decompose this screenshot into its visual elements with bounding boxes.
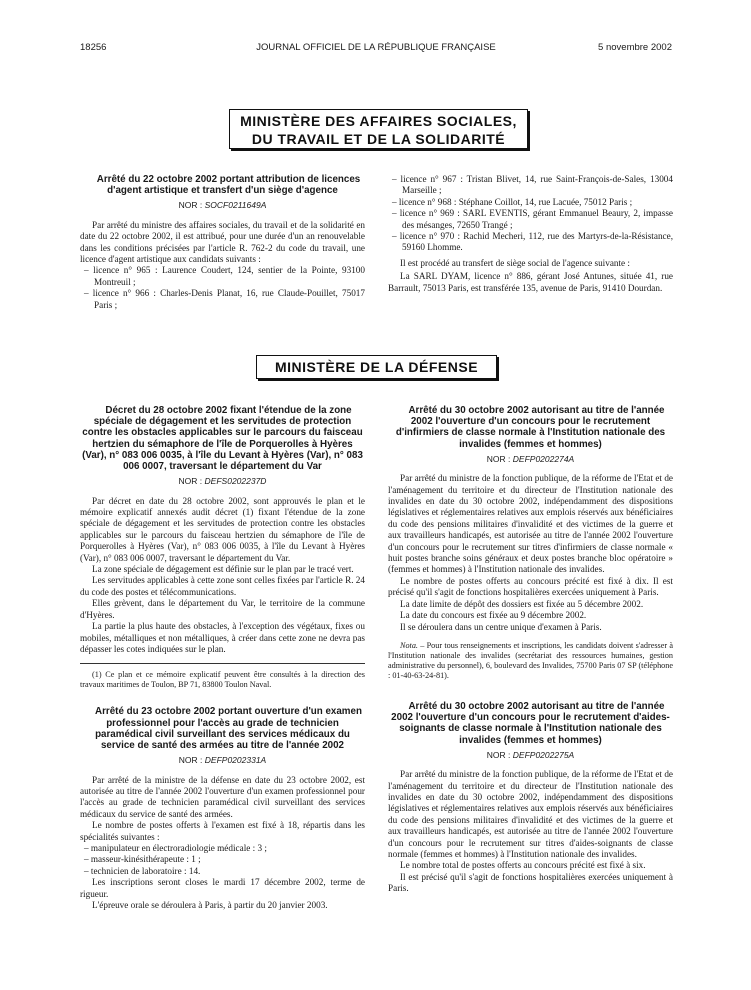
paragraph: La date du concours est fixée au 9 décembre 2002. [400, 610, 587, 621]
article-title: Arrêté du 30 octobre 2002 autorisant au titre de l'année 2002 l'ouverture d'un concours pour le recrutement d'infirmiers de classe normale à l'Institution nationale des invalides (femmes et hommes) [395, 405, 666, 450]
paragraph: Le nombre total de postes offerts au concours précité est fixé à six. [400, 860, 646, 871]
nor-reference: NOR : SOCF0211649A [178, 200, 267, 211]
paragraph: La date limite de dépôt des dossiers est fixée au 5 décembre 2002. [400, 598, 644, 609]
list-item: – licence n° 966 : Charles-Denis Planat, 16, rue Claude-Pouillet, 75017 Paris ; [84, 288, 365, 310]
paragraph: Par arrêté de la ministre de la défense en date du 23 octobre 2002, est autorisée au titre de l'année 2002 l'ouverture d'un examen professionnel pour l'accès au grade de technicien paramédical civil surveillant des services médicaux du service de santé des armées. [80, 774, 365, 819]
list-item: – licence n° 967 : Tristan Blivet, 14, rue Saint-François-de-Sales, 13004 Marseille ; [392, 174, 673, 196]
paragraph: Il est précisé qu'il s'agit de fonctions hospitalières exercées uniquement à Paris. [388, 871, 673, 894]
paragraph: La zone spéciale de dégagement est définie sur le plan par le tracé vert. [92, 564, 354, 575]
list-item: – licence n° 968 : Stéphane Coillot, 14, rue Lacuée, 75012 Paris ; [392, 196, 633, 207]
list-item: – licence n° 970 : Rachid Mecheri, 112, rue des Martyrs-de-la-Résistance, 59160 Lhomme. [392, 231, 673, 253]
list-item: – technicien de laboratoire : 14. [84, 865, 201, 876]
nota: Nota. – Pour tous renseignements et inscriptions, les candidats doivent s'adresser à l'Institution nationale des invalides (secrétariat des ressources humaines, gestion administrative du personnel), 6, boulevard des Invalides, 75700 Paris 07 SP (téléphone : 01-40-63-24-81). [388, 640, 673, 680]
article-title: Décret du 28 octobre 2002 fixant l'étendue de la zone spéciale de dégagement et les servitudes de protection contre les obstacles applicables sur le parcours du faisceau hertzien du sémaphore de l'île de Porquerolles à Hyères (Var), n° 083 006 0035, à l'île du Levant à Hyères (Var), n° 083 006 0007, traversant le département du Var [82, 405, 363, 473]
paragraph: Par arrêté du ministre des affaires sociales, du travail et de la solidarité en date du 22 octobre 2002, il est attribué, pour une durée d'un an renouvelable dans les conditions précisées par l'article R. 762-2 du code du travail, une licence d'agent artistique aux candidats suivants : [80, 219, 365, 265]
journal-title: JOURNAL OFFICIEL DE LA RÉPUBLIQUE FRANÇAISE [256, 42, 496, 53]
paragraph: La partie la plus haute des obstacles, à l'exception des végétaux, fixes ou mobiles, métalliques et non métalliques, à créer dans cette zone ne devra pas dépasser les cotes indiquées sur le plan. [80, 621, 365, 654]
paragraph: Les inscriptions seront closes le mardi 17 décembre 2002, terme de rigueur. [80, 877, 365, 899]
right-column-defense [388, 405, 673, 895]
paragraph: La SARL DYAM, licence n° 886, gérant José Antunes, située 41, rue Barrault, 75013 Paris, est transférée 135, avenue de Paris, 91410 Dourdan. [388, 271, 673, 293]
paragraph: Les servitudes applicables à cette zone sont celles fixées par l'article R. 24 du code des postes et télécommunications. [80, 575, 365, 597]
paragraph: Par arrêté du ministre de la fonction publique, de la réforme de l'Etat et de l'aménagement du territoire et du directeur de l'Institution nationale des invalides en date du 30 octobre 2002, indépendamment des dispositions législatives et réglementaires relatives aux emplois réservés aux bénéficiaires du code des pensions militaires d'invalidité et des victimes de la guerre et aux travailleurs handicapés, est autorisée au titre de l'année 2002 l'ouverture d'un concours pour le recrutement sur titres d'infirmiers de classe normale « huit postes branche soins généraux et deux postes branche bloc opératoire » (femmes et hommes) à l'Institution nationale des invalides. [388, 473, 673, 575]
list-item: – licence n° 969 : SARL EVENTIS, gérant Emmanuel Beaury, 2, impasse des mésanges, 72650 Trangé ; [392, 208, 673, 230]
article-licences-right [388, 174, 673, 294]
page-number: 18256 [80, 42, 107, 53]
article-licences-left [80, 174, 365, 311]
ministry-heading-social-affairs [229, 109, 528, 149]
paragraph: Il est procédé au transfert de siège social de l'agence suivante : [400, 257, 630, 268]
article-title: Arrêté du 22 octobre 2002 portant attribution de licences d'agent artistique et transfert d'un siège d'agence [96, 174, 361, 197]
paragraph: Le nombre de postes offerts au concours précité est fixé à dix. Il est précisé qu'il s'agit de fonctions hospitalières exercées uniquement à Paris. [388, 575, 673, 598]
list-item: – licence n° 965 : Laurence Coudert, 124, sentier de la Pointe, 93100 Montreuil ; [84, 265, 365, 287]
ministry-heading-defense: MINISTÈRE DE LA DÉFENSE [256, 355, 497, 379]
footnote-divider [80, 663, 365, 664]
paragraph: Elles grèvent, dans le département du Var, le territoire de la commune d'Hyères. [80, 598, 365, 620]
left-column-defense [80, 405, 365, 911]
ministry-heading-line-2: DU TRAVAIL ET DE LA SOLIDARITÉ [251, 131, 506, 147]
ministry-heading-line-1: MINISTÈRE DES AFFAIRES SOCIALES, [240, 113, 517, 129]
list-item: – manipulateur en électroradiologie médicale : 3 ; [84, 842, 267, 853]
paragraph: L'épreuve orale se déroulera à Paris, à partir du 20 janvier 2003. [92, 900, 328, 910]
article-title: Arrêté du 23 octobre 2002 portant ouverture d'un examen professionnel pour l'accès au grade de technicien paramédical civil surveillant des services médicaux du service de santé des armées au titre de l'année 2002 [95, 706, 362, 751]
nor-reference: NOR : DEFP0202331A [178, 755, 267, 766]
nor-reference: NOR : DEFP0202275A [486, 749, 575, 760]
nor-reference: NOR : DEFP0202274A [486, 453, 575, 464]
article-title: Arrêté du 30 octobre 2002 autorisant au titre de l'année 2002 l'ouverture d'un concours pour le recrutement d'aides-soignants de classe normale à l'Institution nationale des invalides (femmes et hommes) [391, 700, 670, 746]
publication-date: 5 novembre 2002 [598, 42, 672, 53]
nor-reference: NOR : DEFS0202237D [178, 476, 267, 487]
paragraph: Il se déroulera dans un centre unique d'examen à Paris. [400, 621, 602, 632]
list-item: – masseur-kinésithérapeute : 1 ; [84, 854, 201, 865]
paragraph: Le nombre de postes offerts à l'examen est fixé à 18, répartis dans les spécialités suivantes : [80, 820, 365, 842]
paragraph: Par arrêté du ministre de la fonction publique, de la réforme de l'Etat et de l'aménagement du territoire et du directeur de l'Institution nationale des invalides en date du 30 octobre 2002, indépendamment des dispositions législatives et réglementaires relatives aux emplois réservés aux bénéficiaires du code des pensions militaires d'invalidité et des victimes de la guerre et aux travailleurs handicapés, est autorisée au titre de l'année 2002 l'ouverture d'un concours pour le recrutement sur titres d'aides-soignants de classe normale (femmes et hommes) à l'Institution nationale des invalides. [388, 769, 673, 859]
paragraph: Par décret en date du 28 octobre 2002, sont approuvés le plan et le mémoire explicatif annexés audit décret (1) fixant l'étendue de la zone spéciale de dégagement et les servitudes de protection contre les obstacles applicables sur le parcours du faisceau hertzien du sémaphore de l'île de Porquerolles à Hyères (Var), n° 083 006 0035, à l'île du Levant à Hyères (Var), n° 083 006 0007, traversant le département du Var. [80, 495, 365, 563]
footnote: (1) Ce plan et ce mémoire explicatif peuvent être consultés à la direction des travaux maritimes de Toulon, BP 71, 83800 Toulon Naval. [80, 670, 365, 690]
